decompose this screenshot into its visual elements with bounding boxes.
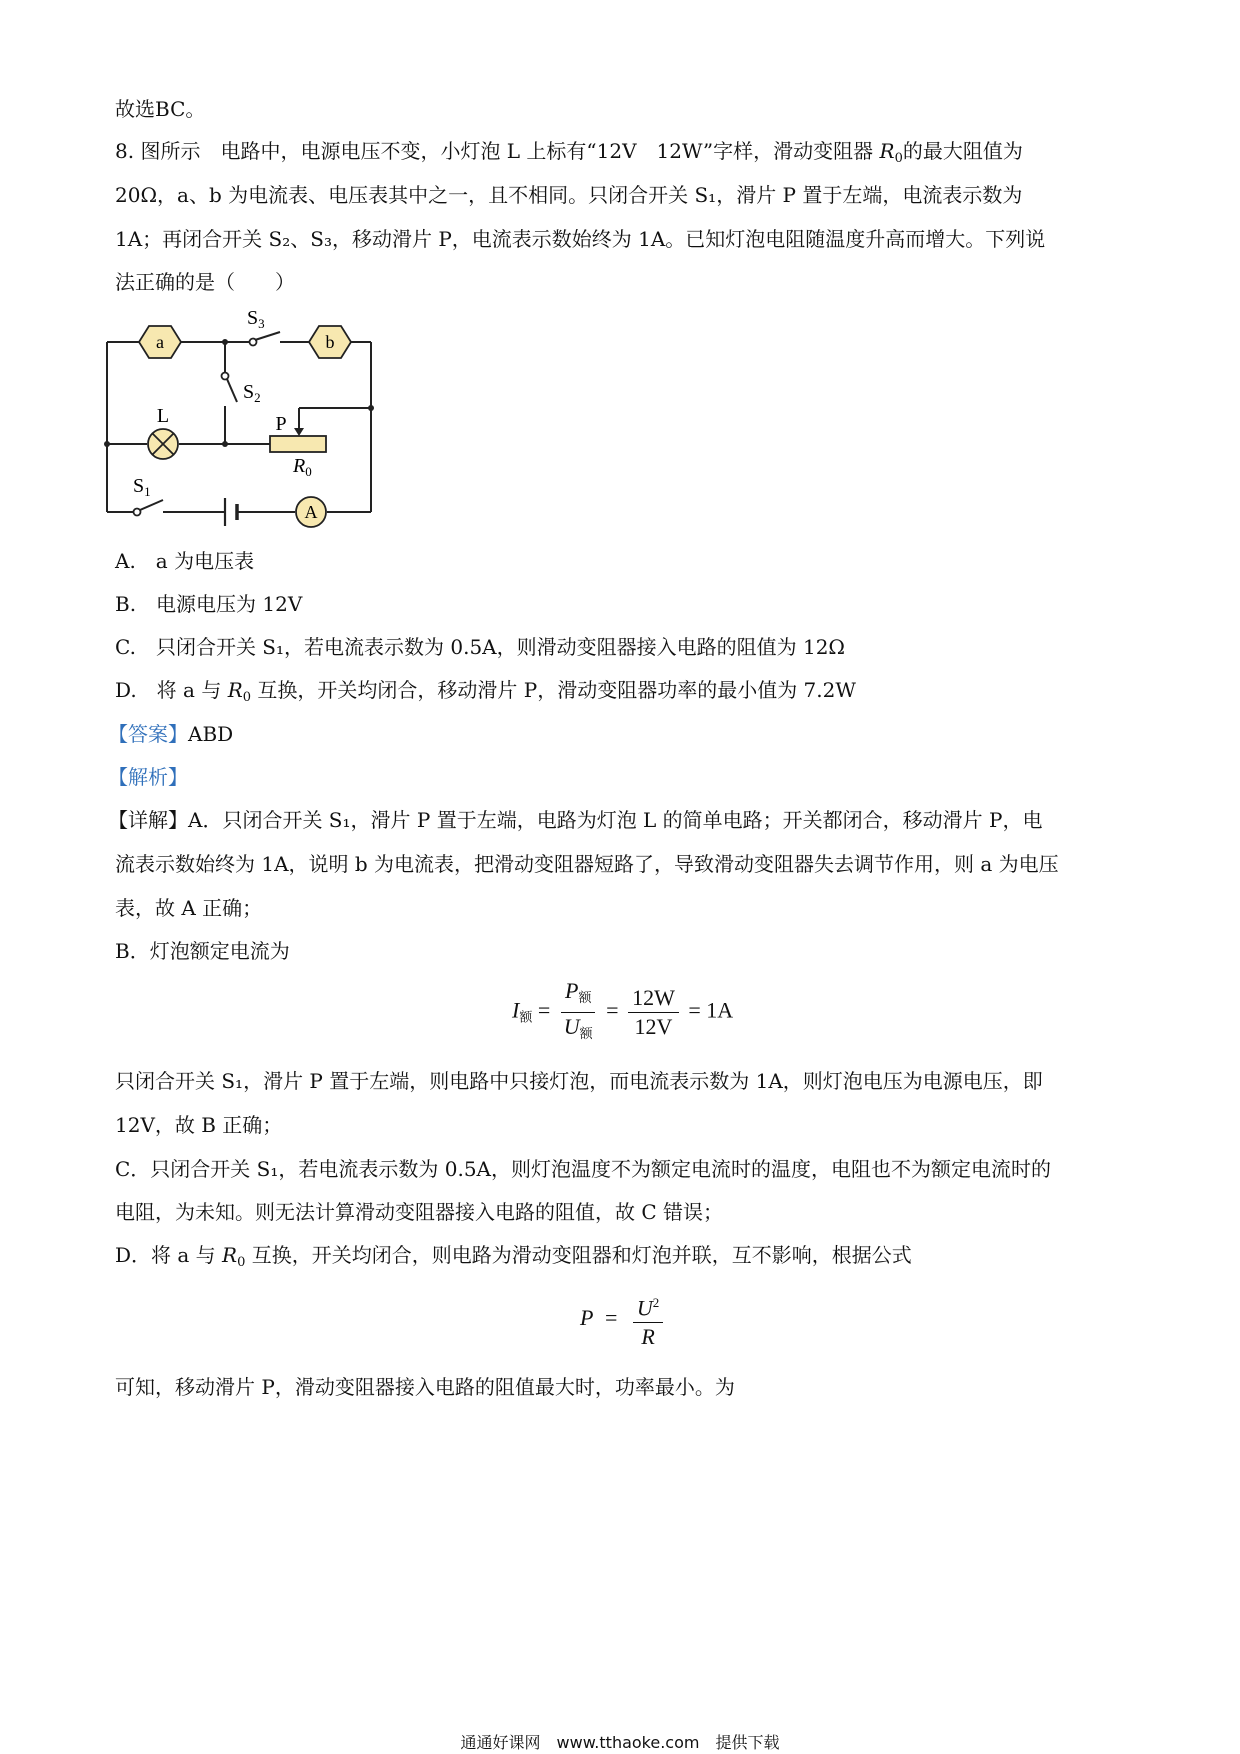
detail-line-7: C．只闭合开关 S₁，若电流表示数为 0.5A，则灯泡温度不为额定电流时的温度，电阻也不为额定电流时的: [115, 1157, 1051, 1181]
meter-b-label: b: [325, 332, 335, 352]
rheostat-body: [270, 436, 326, 452]
formula-rated-current: $I_额$ = $\frac{P_额}{U_额}$ = $\frac{12W}{12V}$ = 1A: [512, 978, 734, 1041]
option-a: A. a 为电压表: [115, 549, 255, 573]
q8-text-b: 的最大阻值为: [902, 139, 1023, 163]
answer-tag: 【答案】: [108, 722, 188, 746]
detail-line-9: D．将 a 与 $R_0$ 互换，开关均闭合，则电路为滑动变阻器和灯泡并联，互不影响，根据公式: [115, 1243, 912, 1270]
q8-text-a: 8. 图所示 电路中，电源电压不变，小灯泡 L 上标有“12V 12W”字样，滑动变阻器: [115, 139, 880, 163]
rheostat-label: $R_0$: [293, 455, 312, 479]
formula-power: P = $\frac{U^2}{R}$: [580, 1290, 667, 1350]
q8-r-sub: 0: [894, 151, 903, 166]
slider-arrow-icon: [294, 428, 304, 436]
detail-line-5: 只闭合开关 S₁，滑片 P 置于左端，则电路中只接灯泡，而电流表示数为 1A，则灯泡电压为电源电压，即: [115, 1069, 1043, 1093]
detail-line-1: 【详解】A．只闭合开关 S₁，滑片 P 置于左端，电路为灯泡 L 的简单电路；开关都闭合，移动滑片 P，电: [108, 808, 1043, 832]
question-8-line-3: 1A；再闭合开关 S₂、S₃，移动滑片 P，电流表示数始终为 1A。已知灯泡电阻随温度升高而增大。下列说: [115, 227, 1046, 251]
option-b: B. 电源电压为 12V: [115, 592, 303, 616]
detail-line-2: 流表示数始终为 1A，说明 b 为电流表，把滑动变阻器短路了，导致滑动变阻器失去调节作用，则 a 为电压: [115, 852, 1059, 876]
circuit-diagram: [105, 307, 395, 542]
option-c: C. 只闭合开关 S₁，若电流表示数为 0.5A，则滑动变阻器接入电路的阻值为 12Ω: [115, 635, 846, 659]
meter-a-label: a: [156, 332, 164, 352]
analysis-tag: 【解析】: [108, 765, 188, 789]
detail-line-10: 可知，移动滑片 P，滑动变阻器接入电路的阻值最大时，功率最小。为: [115, 1375, 735, 1399]
detail-line-6: 12V，故 B 正确；: [115, 1113, 283, 1137]
detail-line-8: 电阻，为未知。则无法计算滑动变阻器接入电路的阻值，故 C 错误；: [115, 1200, 724, 1224]
option-d: D. 将 a 与 $R_0$ 互换，开关均闭合，移动滑片 P，滑动变阻器功率的最小值为 7.2W: [115, 678, 856, 705]
s3-label: $S_3$: [247, 307, 265, 331]
ammeter-label: A: [304, 502, 318, 522]
q8-r-symbol: R: [879, 139, 895, 163]
detail-line-4: B．灯泡额定电流为: [115, 939, 290, 963]
lamp-label: L: [156, 405, 170, 427]
question-8-line-4: 法正确的是（ ）: [115, 270, 295, 294]
question-8-line-2: 20Ω，a、b 为电流表、电压表其中之一，且不相同。只闭合开关 S₁，滑片 P 置于左端，电流表示数为: [115, 183, 1023, 207]
s2-label: $S_2$: [243, 381, 261, 405]
answer-line: [108, 720, 233, 748]
answer-value: ABD: [188, 722, 234, 746]
page-footer: 通通好课网 www.tthaoke.com 提供下载: [460, 1733, 780, 1752]
question-8-line-1: [115, 137, 1023, 173]
detail-line-3: 表，故 A 正确；: [115, 896, 263, 920]
previous-answer: 故选BC。: [115, 97, 206, 121]
s1-label: $S_1$: [133, 475, 151, 499]
slider-p-label: P: [275, 413, 287, 435]
